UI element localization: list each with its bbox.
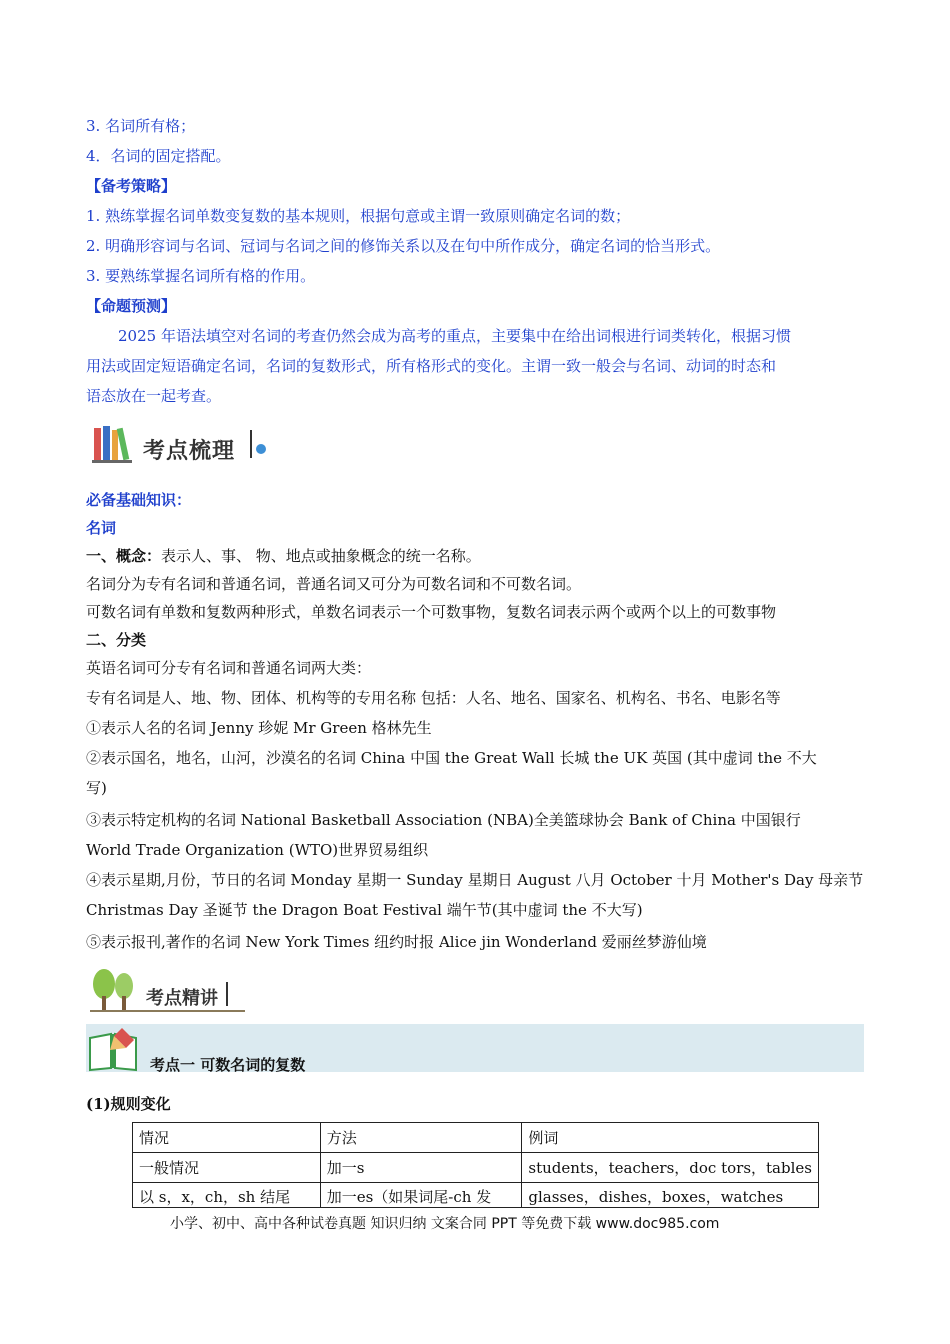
list-item-collocation: 4．名词的固定搭配。 — [86, 147, 231, 165]
books-icon — [92, 424, 132, 464]
class-line-3: ①表示人名的名词 Jenny 珍妮 Mr Green 格林先生 — [86, 719, 432, 737]
basics-subheading: 名词 — [86, 519, 117, 537]
table-row — [133, 1153, 819, 1183]
list-item-possessive: 3. 名词所有格； — [86, 117, 196, 135]
class-line-10: ⑤表示报刊,著作的名词 New York Times 纽约时报 Alice jin Wonderland 爱丽丝梦游仙境 — [86, 933, 707, 951]
table-cell: 以 s，x，ch，sh 结尾 — [133, 1183, 321, 1208]
prediction-line-3: 语态放在一起考查。 — [86, 387, 222, 405]
table-header-cell: 例词 — [522, 1123, 819, 1153]
trees-icon — [90, 968, 136, 1012]
strategy-item-3: 3. 要熟练掌握名词所有格的作用。 — [86, 267, 316, 285]
section-title-dot — [256, 444, 266, 454]
section2-underline — [90, 1010, 245, 1012]
table-header-row — [133, 1123, 819, 1153]
section-title-kaodian-jingjiang: 考点精讲 — [146, 988, 218, 1009]
section2-cursor — [226, 982, 228, 1006]
page-footer: 小学、初中、高中各种试卷真题 知识归纳 文案合同 PPT 等免费下载 www.doc985.com — [170, 1216, 720, 1232]
class-line-8: ④表示星期,月份，节日的名词 Monday 星期一 Sunday 星期日 August 八月 October 十月 Mother's Day 母亲节 — [86, 871, 864, 889]
concept-label: 一、概念： — [86, 547, 162, 565]
section-title-cursor — [250, 430, 252, 458]
prediction-line-1: 2025 年语法填空对名词的考查仍然会成为高考的重点，主要集中在给出词根进行词类转化，根据习惯 — [118, 327, 791, 345]
table-cell: 加一es（如果词尾-ch 发 — [320, 1183, 522, 1208]
strategy-heading: 【备考策略】 — [86, 177, 177, 195]
class-line-2: 专有名词是人、地、物、团体、机构等的专用名称 包括：人名、地名、国家名、机构名、书名、电影名等 — [86, 689, 781, 707]
concept-line — [86, 546, 876, 566]
table-cell: 一般情况 — [133, 1153, 321, 1183]
class-line-6: ③表示特定机构的名词 National Basketball Association (NBA)全美篮球协会 Bank of China 中国银行 — [86, 811, 801, 829]
class-line-7: World Trade Organization (WTO)世界贸易组织 — [86, 841, 429, 859]
class-line-5: 写) — [86, 779, 107, 797]
table-cell: 加一s — [320, 1153, 522, 1183]
section-title-kaodian-shuli: 考点梳理 — [143, 439, 236, 464]
table-cell: glasses，dishes，boxes，watches — [522, 1183, 819, 1208]
table-cell: students，teachers，doc tors，tables — [522, 1153, 819, 1183]
class-line-1: 英语名词可分专有名词和普通名词两大类： — [86, 659, 372, 677]
strategy-item-1: 1. 熟练掌握名词单数变复数的基本规则，根据句意或主谓一致原则确定名词的数； — [86, 207, 631, 225]
countable-line: 可数名词有单数和复数两种形式，单数名词表示一个可数事物，复数名词表示两个或两个以上的可数事物 — [86, 603, 777, 621]
table-header-cell: 方法 — [320, 1123, 522, 1153]
plural-rules-table — [132, 1122, 819, 1208]
class-line-9: Christmas Day 圣诞节 the Dragon Boat Festival 端午节(其中虚词 the 不大写) — [86, 901, 643, 919]
table-row — [133, 1183, 819, 1208]
open-book-pencil-icon — [86, 1024, 140, 1072]
class-line-4: ②表示国名，地名，山河，沙漠名的名词 China 中国 the Great Wall 长城 the UK 英国 (其中虚词 the 不大 — [86, 749, 817, 767]
strategy-item-2: 2. 明确形容词与名词、冠词与名词之间的修饰关系以及在句中所作成分，确定名词的恰当形式。 — [86, 237, 721, 255]
prediction-heading: 【命题预测】 — [86, 297, 177, 315]
basics-heading: 必备基础知识： — [86, 491, 192, 509]
prediction-line-2: 用法或固定短语确定名词，名词的复数形式，所有格形式的变化。主谓一致一般会与名词、动词的时态和 — [86, 357, 777, 375]
table-header-cell: 情况 — [133, 1123, 321, 1153]
rules-heading: (1)规则变化 — [86, 1095, 171, 1113]
classification-heading: 二、分类 — [86, 631, 147, 649]
concept-text: 表示人、事、 物、地点或抽象概念的统一名称。 — [161, 547, 481, 565]
kaodian-title: 考点一 可数名词的复数 — [150, 1056, 306, 1074]
noun-types-line: 名词分为专有名词和普通名词，普通名词又可分为可数名词和不可数名词。 — [86, 575, 582, 593]
